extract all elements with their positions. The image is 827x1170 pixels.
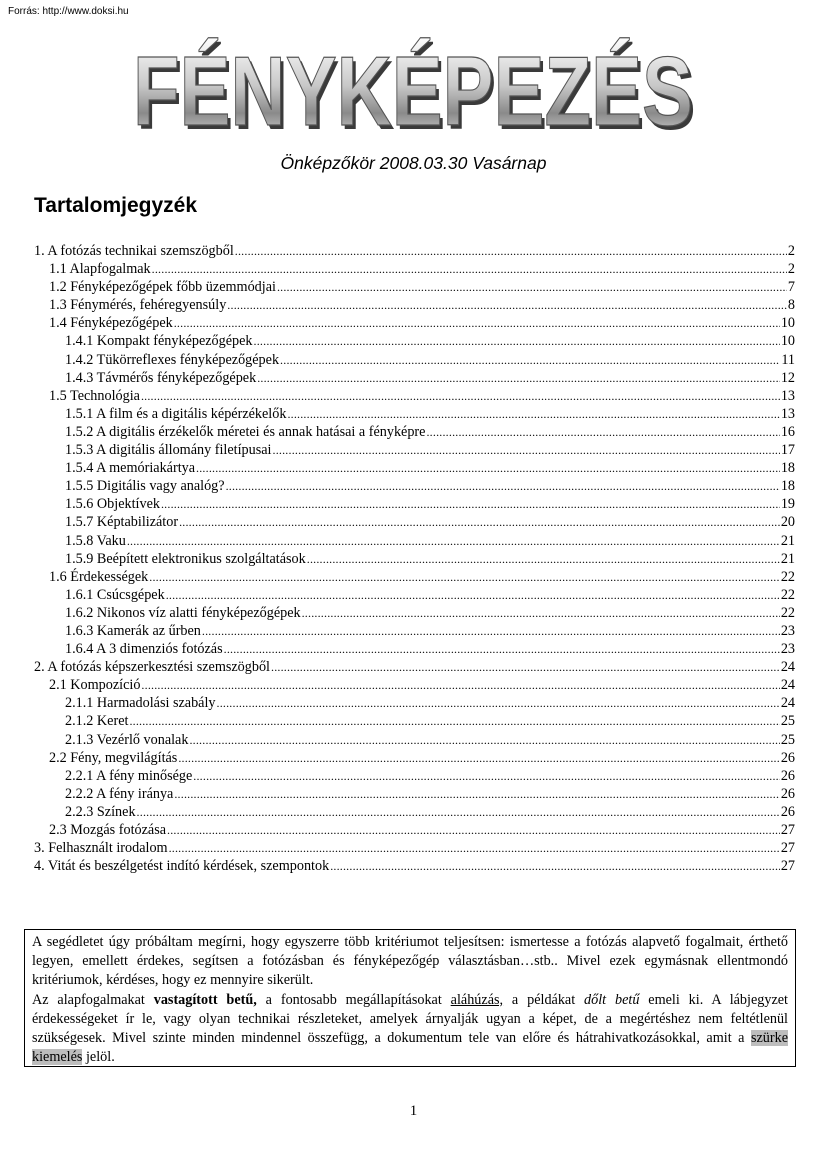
toc-entry[interactable]: [34, 369, 795, 387]
underline-example: aláhúzás,: [450, 991, 504, 1008]
toc-entry-label: 1.5.5 Digitális vagy analóg?: [65, 478, 225, 495]
toc-entry-page: 2: [787, 243, 795, 259]
toc-entry-page: 26: [780, 749, 795, 766]
toc-leader-dots: [307, 550, 780, 568]
toc-leader-dots: [271, 658, 780, 676]
svg-text:FÉNYKÉPEZÉS: FÉNYKÉPEZÉS: [136, 40, 696, 140]
toc-entry-page: 10: [780, 315, 795, 332]
toc-leader-dots: [280, 351, 780, 369]
toc-leader-dots: [174, 785, 779, 803]
toc-entry-label: 1.6.1 Csúcsgépek: [65, 586, 165, 603]
toc-leader-dots: [189, 731, 779, 749]
toc-entry[interactable]: [34, 857, 795, 875]
toc-entry[interactable]: [34, 749, 795, 767]
note-paragraph-1: A segédletet úgy próbáltam megírni, hogy egyszerre több kritériumot teljesítsen: ismertesse a fotózás alapvető fogalmait, érthető legyen, emellett érdekes, segítsen a fotózásban és fényképezőgép választásban…stb.. Mivel ezek egymásnak ellentmondó kritériumok, kérdéses, hogy ez mennyire sikerült.: [32, 934, 788, 989]
toc-leader-dots: [257, 369, 780, 387]
toc-entry[interactable]: [34, 513, 795, 531]
toc-entry[interactable]: [34, 332, 795, 350]
toc-entry-page: 24: [780, 659, 795, 676]
toc-entry-page: 21: [780, 532, 795, 549]
toc-leader-dots: [166, 586, 780, 604]
toc-entry-label: 1.5.3 A digitális állomány filetípusai: [65, 442, 272, 459]
toc-entry[interactable]: [34, 785, 795, 803]
toc-entry-label: 1.5.6 Objektívek: [65, 496, 160, 513]
toc-entry-page: 22: [780, 568, 795, 585]
toc-entry-label: 1.5.4 A memóriakártya: [65, 460, 196, 477]
toc-leader-dots: [224, 640, 780, 658]
toc-leader-dots: [141, 676, 779, 694]
toc-entry-label: 2.2.3 Színek: [65, 803, 136, 820]
toc-entry[interactable]: [34, 278, 795, 296]
toc-entry[interactable]: [34, 803, 795, 821]
toc-entry-page: 23: [780, 622, 795, 639]
page-number: 1: [409, 1103, 418, 1119]
toc-entry[interactable]: [34, 658, 795, 676]
toc-entry-page: 24: [780, 695, 795, 712]
toc-leader-dots: [129, 712, 779, 730]
toc-leader-dots: [174, 314, 780, 332]
toc-entry-page: 18: [780, 460, 795, 477]
toc-entry-label: 1.6.3 Kamerák az űrben: [65, 622, 201, 639]
toc-entry-page: 26: [780, 767, 795, 784]
toc-leader-dots: [167, 821, 780, 839]
toc-leader-dots: [277, 278, 787, 296]
toc-leader-dots: [226, 477, 780, 495]
subtitle: Önképzőkör 2008.03.30 Vasárnap: [280, 153, 547, 173]
toc-entry-label: 2.1 Kompozíció: [49, 677, 141, 694]
toc-entry-page: 16: [780, 423, 795, 440]
toc-leader-dots: [287, 405, 779, 423]
toc-leader-dots: [235, 242, 787, 260]
toc-entry-label: 2.2.1 A fény minősége: [65, 767, 193, 784]
toc-entry-page: 27: [780, 858, 795, 875]
toc-entry-label: 1.1 Alapfogalmak: [49, 261, 151, 278]
toc-entry-page: 13: [780, 405, 795, 422]
toc-entry[interactable]: [34, 604, 795, 622]
toc-leader-dots: [179, 513, 780, 531]
toc-heading: Tartalomjegyzék: [34, 194, 198, 217]
toc-entry-page: 25: [780, 731, 795, 748]
italic-example: dőlt betű: [584, 991, 640, 1008]
toc-entry-label: 1.4.2 Tükörreflexes fényképezőgépek: [65, 351, 280, 368]
toc-entry-label: 1.5.7 Képtabilizátor: [65, 514, 179, 531]
toc-entry-label: 1. A fotózás technikai szemszögből: [34, 243, 234, 259]
toc-entry[interactable]: [34, 532, 795, 550]
title-logo: [118, 28, 708, 140]
toc-entry-label: 1.6.2 Nikonos víz alatti fényképezőgépek: [65, 604, 301, 621]
toc-entry-label: 2.1.3 Vezérlő vonalak: [65, 731, 189, 748]
toc-entry-page: 25: [780, 713, 795, 730]
toc-entry-page: 12: [780, 369, 795, 386]
toc-leader-dots: [178, 749, 779, 767]
toc-leader-dots: [149, 568, 780, 586]
toc-entry-page: 24: [780, 677, 795, 694]
toc-leader-dots: [254, 332, 780, 350]
toc-entry-label: 1.4 Fényképezőgépek: [49, 315, 173, 332]
toc-leader-dots: [169, 839, 780, 857]
toc-entry-page: 27: [780, 822, 795, 838]
toc-entry[interactable]: [34, 586, 795, 604]
toc-entry[interactable]: [34, 767, 795, 785]
toc-entry[interactable]: [34, 459, 795, 477]
toc-leader-dots: [273, 441, 780, 459]
toc-entry-page: 19: [780, 496, 795, 513]
toc-entry-label: 2.1.2 Keret: [65, 713, 129, 730]
toc-entry-label: 3. Felhasznált irodalom: [34, 840, 168, 857]
toc-entry[interactable]: [34, 731, 795, 749]
toc-leader-dots: [152, 260, 787, 278]
toc-entry-page: 26: [780, 803, 795, 820]
table-of-contents: [34, 242, 795, 875]
toc-entry[interactable]: [34, 405, 795, 423]
toc-entry-page: 20: [780, 514, 795, 531]
toc-entry-label: 1.4.1 Kompakt fényképezőgépek: [65, 333, 253, 350]
toc-entry-label: 1.6.4 A 3 dimenziós fotózás: [65, 641, 223, 658]
toc-entry[interactable]: [34, 821, 795, 839]
toc-entry[interactable]: [34, 712, 795, 730]
toc-entry-page: 8: [787, 297, 795, 314]
toc-leader-dots: [193, 767, 780, 785]
toc-entry-label: 1.3 Fénymérés, fehéregyensúly: [49, 297, 227, 314]
toc-entry-label: 1.6 Érdekességek: [49, 568, 149, 585]
toc-entry-page: 10: [780, 333, 795, 350]
toc-entry[interactable]: [34, 839, 795, 857]
notes-box: [24, 929, 796, 1067]
toc-entry-label: 1.2 Fényképezőgépek főbb üzemmódjai: [49, 279, 276, 296]
toc-entry-page: 23: [780, 641, 795, 658]
toc-entry-label: 1.5.9 Beépített elektronikus szolgáltatások: [65, 550, 306, 567]
toc-entry-page: 26: [780, 785, 795, 802]
toc-entry-label: 1.4.3 Távmérős fényképezőgépek: [65, 369, 257, 386]
toc-entry[interactable]: [34, 314, 795, 332]
toc-entry-label: 1.5.8 Vaku: [65, 532, 126, 549]
toc-entry-label: 1.5 Technológia: [49, 387, 140, 404]
toc-leader-dots: [302, 604, 780, 622]
toc-entry[interactable]: [34, 242, 795, 260]
toc-entry[interactable]: [34, 676, 795, 694]
toc-leader-dots: [330, 857, 780, 875]
toc-leader-dots: [127, 532, 780, 550]
toc-entry[interactable]: [34, 477, 795, 495]
toc-entry[interactable]: [34, 640, 795, 658]
toc-entry-label: 2.2.2 A fény iránya: [65, 785, 174, 802]
toc-entry-label: 1.5.2 A digitális érzékelők méretei és annak hatásai a fényképre: [65, 423, 426, 440]
svg-text:FÉNYKÉPEZÉS: FÉNYKÉPEZÉS: [133, 36, 693, 140]
toc-entry[interactable]: [34, 550, 795, 568]
toc-entry-label: 2. A fotózás képszerkesztési szemszögből: [34, 659, 270, 676]
toc-entry[interactable]: [34, 441, 795, 459]
toc-entry[interactable]: [34, 260, 795, 278]
toc-entry[interactable]: [34, 351, 795, 369]
source-url: Forrás: http://www.doksi.hu: [8, 6, 129, 17]
toc-leader-dots: [161, 495, 780, 513]
toc-entry[interactable]: [34, 622, 795, 640]
toc-leader-dots: [227, 296, 787, 314]
toc-entry-label: 2.1.1 Harmadolási szabály: [65, 695, 216, 712]
toc-entry-label: 2.3 Mozgás fotózása: [49, 822, 167, 838]
toc-entry-page: 27: [780, 840, 795, 857]
toc-entry-page: 22: [780, 586, 795, 603]
note-paragraph-2: Az alapfogalmakat vastagított betű, a fontosabb megállapításokat aláhúzás, a példákat dőlt betű emeli ki. A lábjegyzet érdekességeket ír le, vagy olyan technikai részleteket, amelyek árnyalják ugyan a képet, de a megértéshez nem feltétlenül szükségesek. Mivel szinte minden mindennel összefügg, a dokumentum tele van előre és hátrahivatkozásokkal, amit a szürke kiemelés jelöl.: [32, 991, 788, 1066]
toc-entry[interactable]: [34, 296, 795, 314]
toc-entry[interactable]: [34, 568, 795, 586]
toc-entry[interactable]: [34, 387, 795, 405]
toc-entry-page: 13: [780, 387, 795, 404]
toc-leader-dots: [196, 459, 780, 477]
bold-example: vastagított betű,: [153, 991, 257, 1008]
toc-entry-page: 18: [780, 478, 795, 495]
toc-leader-dots: [426, 423, 779, 441]
toc-leader-dots: [202, 622, 780, 640]
highlight-example: szürke kiemelés: [32, 1030, 788, 1066]
toc-entry-label: 1.5.1 A film és a digitális képérzékelők: [65, 405, 287, 422]
toc-entry-label: 2.2 Fény, megvilágítás: [49, 749, 178, 766]
toc-entry-label: 4. Vitát és beszélgetést indító kérdések, szempontok: [34, 858, 330, 875]
toc-entry-page: 7: [787, 279, 795, 296]
toc-leader-dots: [141, 387, 780, 405]
toc-entry-page: 21: [780, 550, 795, 567]
toc-leader-dots: [217, 694, 780, 712]
toc-entry-page: 11: [781, 351, 795, 368]
toc-entry[interactable]: [34, 423, 795, 441]
toc-entry-page: 2: [787, 261, 795, 278]
toc-entry[interactable]: [34, 694, 795, 712]
toc-entry-page: 22: [780, 604, 795, 621]
toc-leader-dots: [137, 803, 780, 821]
toc-entry[interactable]: [34, 495, 795, 513]
toc-entry-page: 17: [780, 442, 795, 459]
